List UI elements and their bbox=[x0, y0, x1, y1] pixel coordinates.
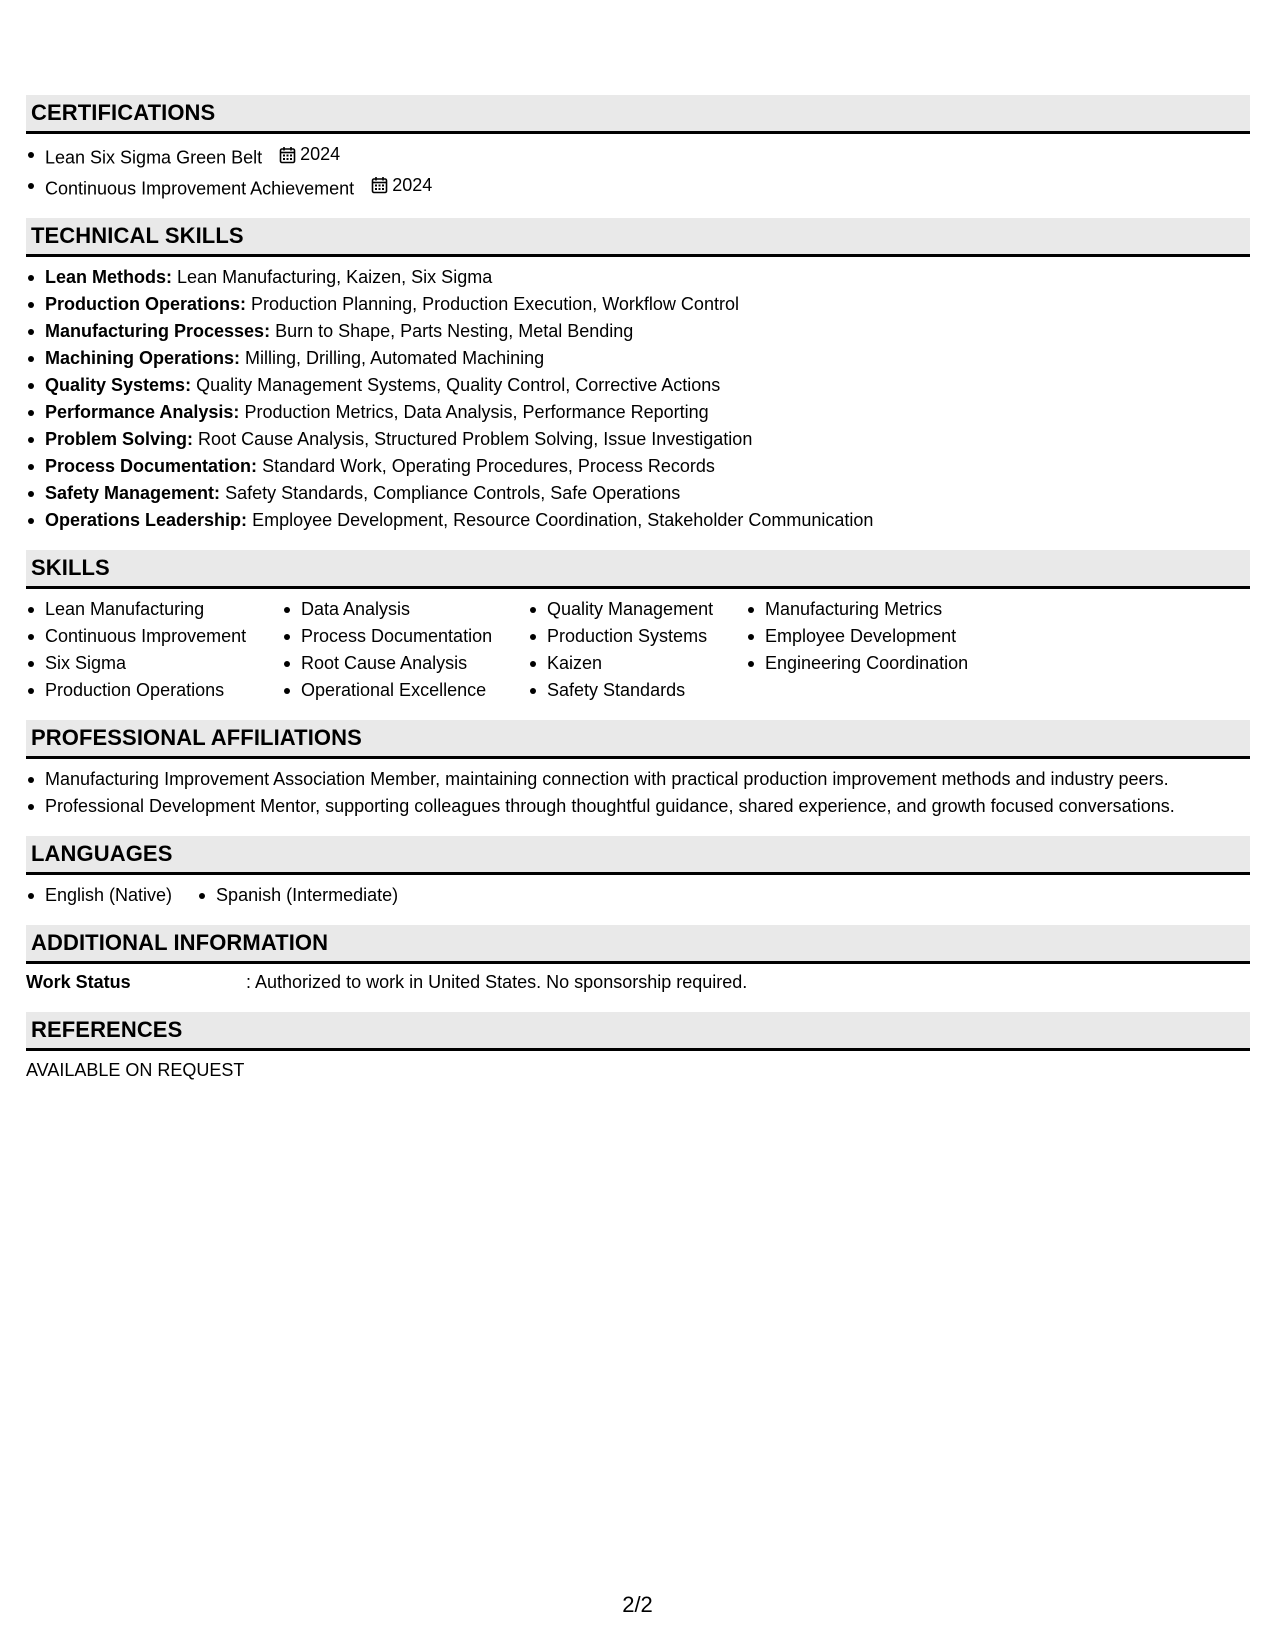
technical-skill-item bbox=[26, 480, 1250, 507]
references-text: AVAILABLE ON REQUEST bbox=[26, 1060, 245, 1080]
skills-column bbox=[746, 596, 1006, 704]
skill-category: Lean Methods: bbox=[45, 267, 173, 287]
technical-skill-item bbox=[26, 345, 1250, 372]
skills-grid bbox=[26, 589, 1250, 704]
skill-item: Six Sigma bbox=[26, 650, 282, 677]
technical-skill-item bbox=[26, 318, 1250, 345]
references-section bbox=[26, 1012, 1250, 1084]
skill-item: Safety Standards bbox=[528, 677, 746, 704]
skills-header bbox=[26, 550, 1250, 589]
skill-details: Employee Development, Resource Coordination, Stakeholder Communication bbox=[252, 510, 874, 530]
skill-details: Root Cause Analysis, Structured Problem Solving, Issue Investigation bbox=[198, 429, 753, 449]
references-header bbox=[26, 1012, 1250, 1051]
certification-name: Continuous Improvement Achievement bbox=[45, 178, 355, 198]
skill-item: Engineering Coordination bbox=[746, 650, 1006, 677]
affiliation-item: Professional Development Mentor, supporting colleagues through thoughtful guidance, shared experience, and growth focused conversations. bbox=[26, 793, 1250, 820]
skill-item: Root Cause Analysis bbox=[282, 650, 528, 677]
technical-skill-item bbox=[26, 264, 1250, 291]
calendar-icon bbox=[279, 146, 296, 164]
technical-skills-section bbox=[26, 218, 1250, 534]
certification-item bbox=[26, 172, 1250, 203]
skill-item: Process Documentation bbox=[282, 623, 528, 650]
language-item: English (Native) bbox=[26, 882, 172, 909]
additional-info-title: ADDITIONAL INFORMATION bbox=[31, 930, 329, 955]
certification-year: 2024 bbox=[392, 174, 433, 195]
skill-item: Manufacturing Metrics bbox=[746, 596, 1006, 623]
certifications-section bbox=[26, 95, 1250, 202]
skill-details: Standard Work, Operating Procedures, Process Records bbox=[262, 456, 715, 476]
skill-details: Safety Standards, Compliance Controls, Safe Operations bbox=[225, 483, 681, 503]
skill-category: Quality Systems: bbox=[45, 375, 192, 395]
languages-header bbox=[26, 836, 1250, 875]
technical-skill-item bbox=[26, 291, 1250, 318]
skill-details: Quality Management Systems, Quality Control, Corrective Actions bbox=[196, 375, 721, 395]
skill-item: Production Systems bbox=[528, 623, 746, 650]
certifications-list bbox=[26, 134, 1250, 202]
technical-skills-header bbox=[26, 218, 1250, 257]
calendar-icon bbox=[371, 176, 388, 194]
technical-skills-title: TECHNICAL SKILLS bbox=[31, 223, 244, 248]
technical-skill-item bbox=[26, 399, 1250, 426]
skill-category: Problem Solving: bbox=[45, 429, 194, 449]
certification-date bbox=[279, 141, 340, 168]
resume-page bbox=[26, 95, 1250, 1100]
skills-title: SKILLS bbox=[31, 555, 110, 580]
certification-item bbox=[26, 141, 1250, 172]
affiliations-header bbox=[26, 720, 1250, 759]
skill-category: Production Operations: bbox=[45, 294, 247, 314]
skill-category: Performance Analysis: bbox=[45, 402, 240, 422]
skill-category: Safety Management: bbox=[45, 483, 221, 503]
technical-skills-list bbox=[26, 257, 1250, 534]
page-number: 2/2 bbox=[622, 1592, 653, 1617]
skill-details: Lean Manufacturing, Kaizen, Six Sigma bbox=[177, 267, 493, 287]
affiliations-list bbox=[26, 759, 1250, 820]
certification-year: 2024 bbox=[300, 144, 341, 164]
certification-name: Lean Six Sigma Green Belt bbox=[45, 147, 263, 168]
skills-column bbox=[282, 596, 528, 704]
skills-section bbox=[26, 550, 1250, 704]
certifications-header bbox=[26, 95, 1250, 134]
skill-item: Operational Excellence bbox=[282, 677, 528, 704]
skill-item: Employee Development bbox=[746, 623, 1006, 650]
skill-item: Production Operations bbox=[26, 677, 282, 704]
technical-skill-item bbox=[26, 507, 1250, 534]
work-status-label: Work Status bbox=[26, 972, 131, 992]
languages-section bbox=[26, 836, 1250, 909]
affiliations-title: PROFESSIONAL AFFILIATIONS bbox=[31, 725, 362, 750]
certifications-title: CERTIFICATIONS bbox=[31, 100, 216, 125]
skill-details: Burn to Shape, Parts Nesting, Metal Bending bbox=[275, 321, 634, 341]
skills-column bbox=[528, 596, 746, 704]
skill-item: Continuous Improvement bbox=[26, 623, 282, 650]
additional-info-section bbox=[26, 925, 1250, 996]
skill-category: Operations Leadership: bbox=[45, 510, 248, 530]
technical-skill-item bbox=[26, 426, 1250, 453]
language-item: Spanish (Intermediate) bbox=[197, 882, 398, 909]
skills-column bbox=[26, 596, 282, 704]
skill-category: Machining Operations: bbox=[45, 348, 241, 368]
work-status-row bbox=[26, 964, 1250, 996]
skill-details: Milling, Drilling, Automated Machining bbox=[245, 348, 545, 368]
affiliations-section bbox=[26, 720, 1250, 820]
skill-category: Process Documentation: bbox=[45, 456, 258, 476]
technical-skill-item bbox=[26, 453, 1250, 480]
skill-item: Data Analysis bbox=[282, 596, 528, 623]
references-title: REFERENCES bbox=[31, 1017, 183, 1042]
skill-category: Manufacturing Processes: bbox=[45, 321, 271, 341]
skill-details: Production Planning, Production Execution, Workflow Control bbox=[251, 294, 739, 314]
technical-skill-item bbox=[26, 372, 1250, 399]
skill-item: Kaizen bbox=[528, 650, 746, 677]
languages-list bbox=[26, 875, 1250, 909]
work-status-value: : Authorized to work in United States. No sponsorship required. bbox=[246, 972, 748, 992]
skill-item: Lean Manufacturing bbox=[26, 596, 282, 623]
skill-details: Production Metrics, Data Analysis, Performance Reporting bbox=[244, 402, 709, 422]
languages-title: LANGUAGES bbox=[31, 841, 173, 866]
skill-item: Quality Management bbox=[528, 596, 746, 623]
certification-date bbox=[371, 172, 432, 199]
affiliation-item: Manufacturing Improvement Association Member, maintaining connection with practical production improvement methods and industry peers. bbox=[26, 766, 1250, 793]
additional-info-header bbox=[26, 925, 1250, 964]
